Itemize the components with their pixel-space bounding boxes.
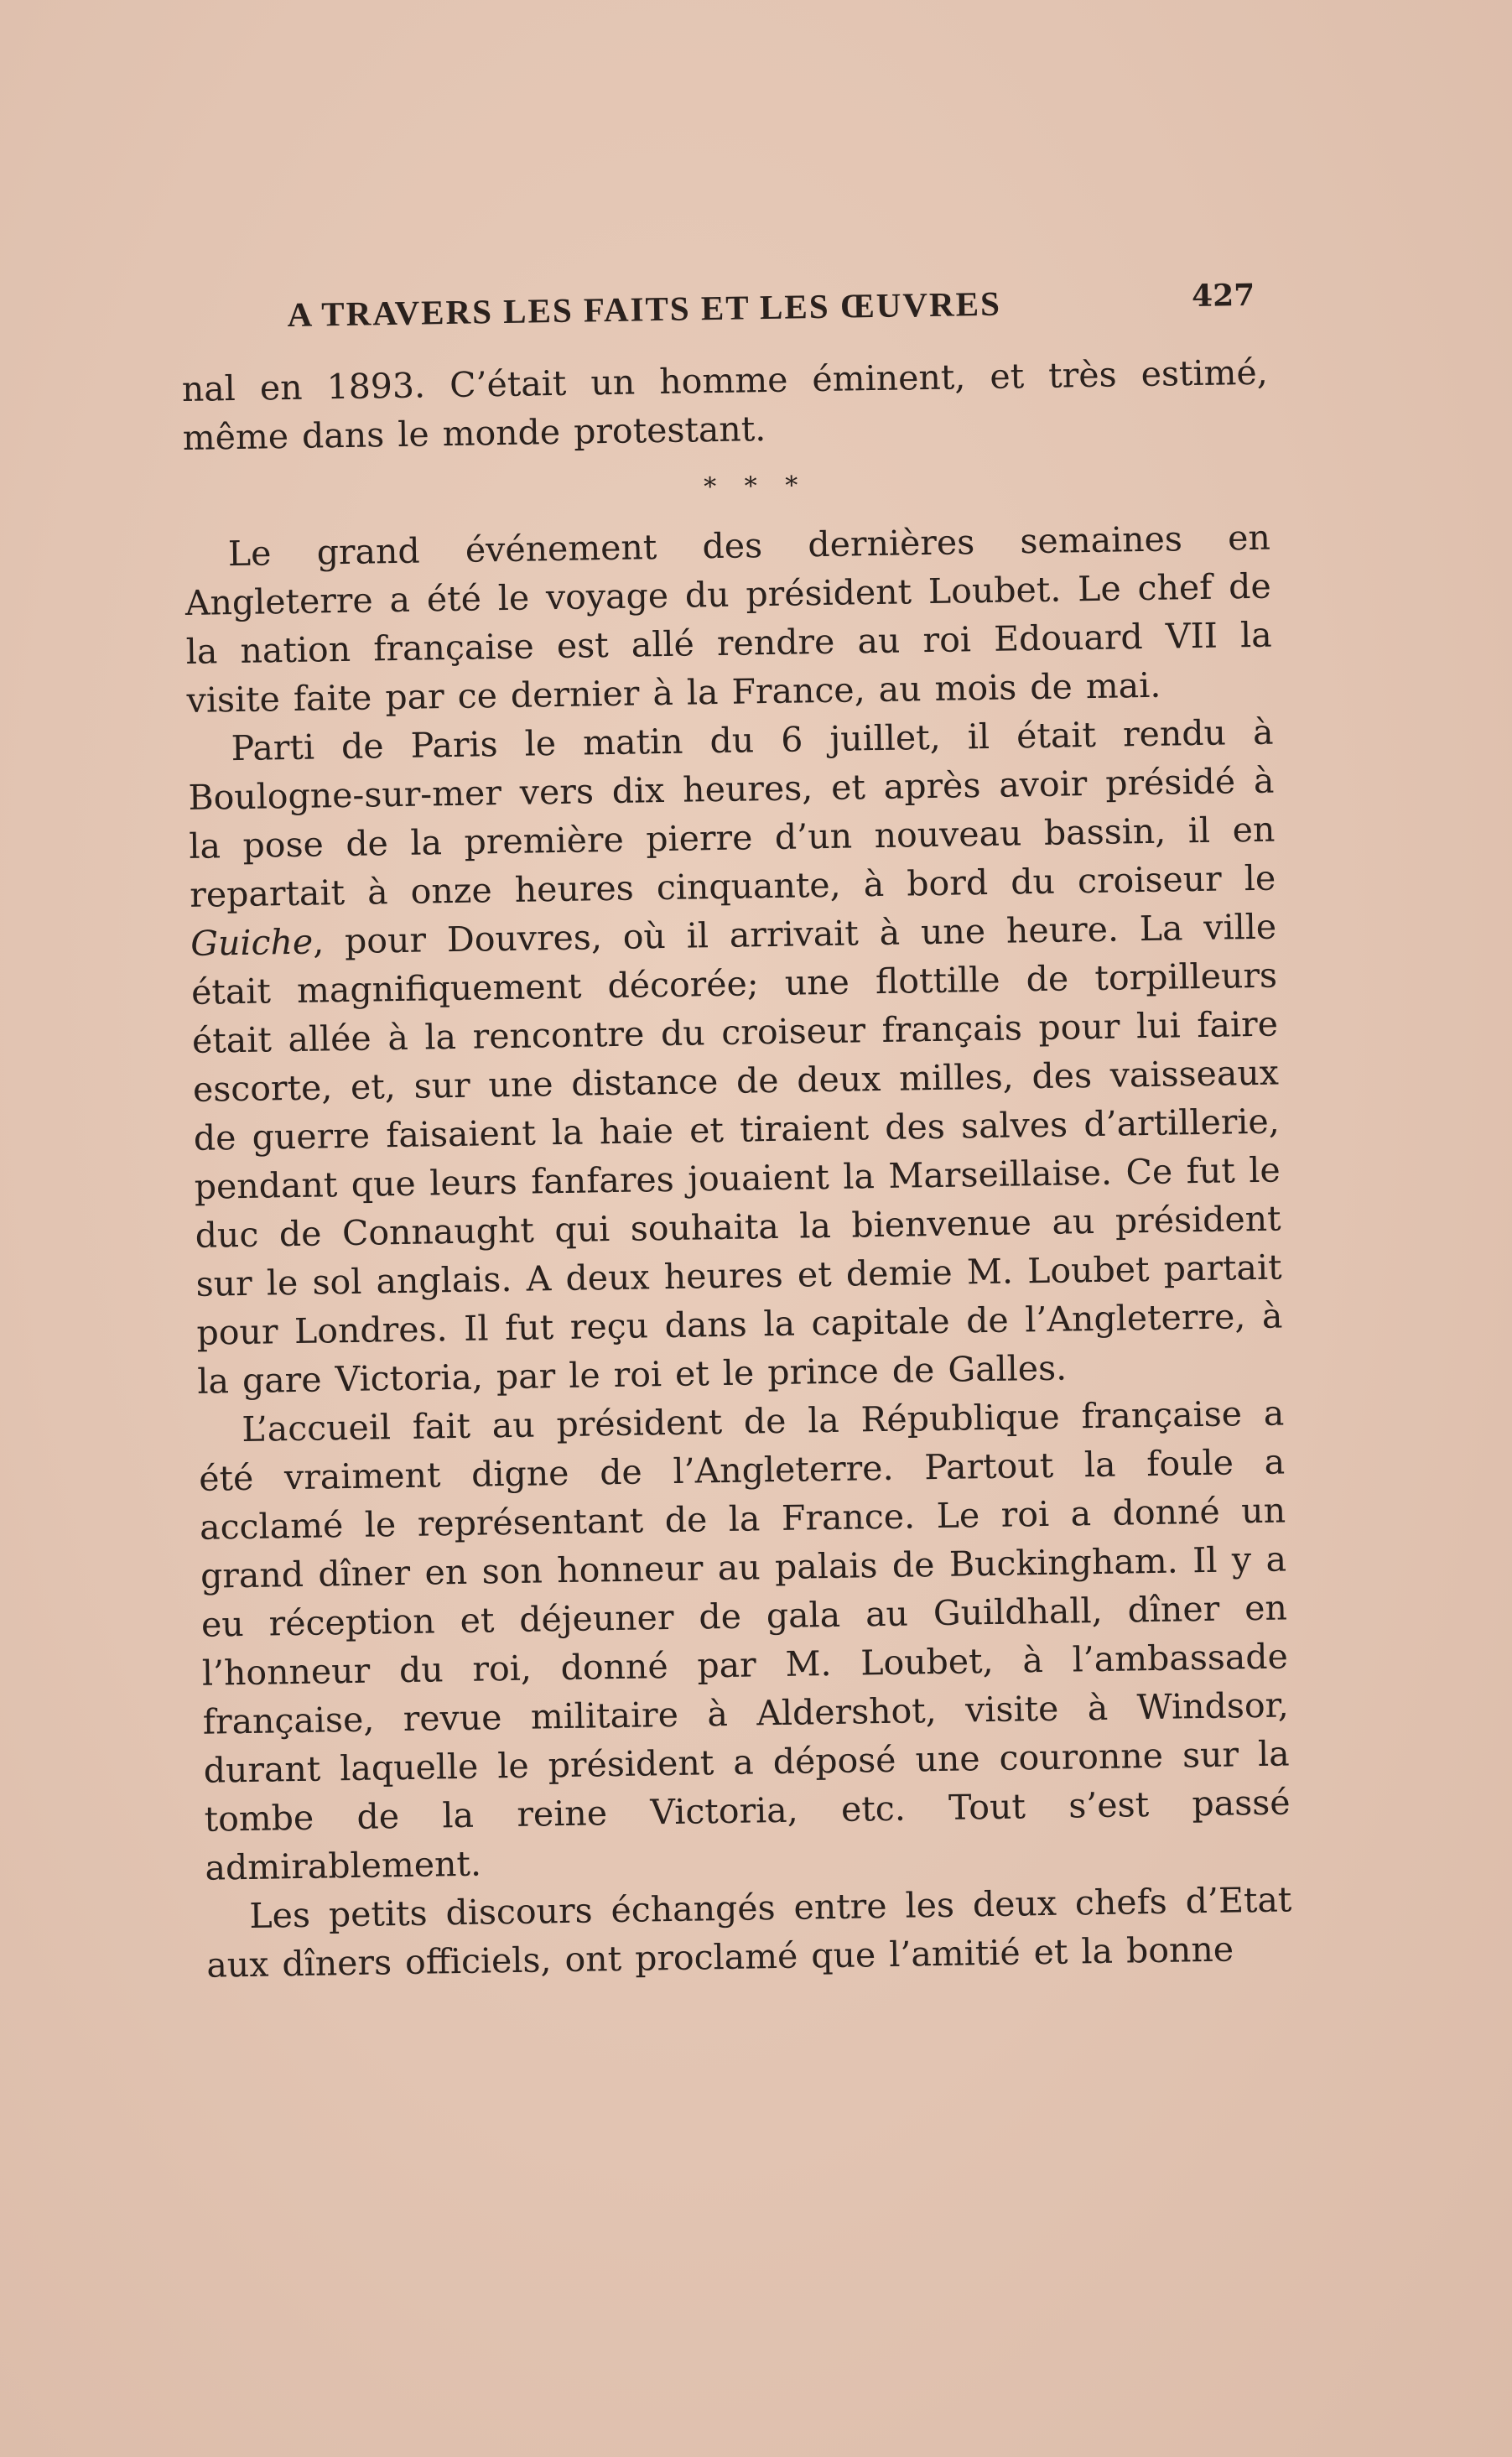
paragraph-itinerary-text-2: , pour Douvres, où il arrivait à une heure. La ville était magnifiquement décorée; une flottille de torpilleurs était allée à la rencontre du croiseur français pour lui faire escorte, et, sur une distance de deux milles, des vaisseaux de guerre faisaient la haie et tiraient des salves d’artillerie, pendant que leurs fanfares jouaient la Marseillaise. Ce fut le duc de Connaught qui souhaita la bienvenue au président sur le sol anglais. A deux heures et demie M. Loubet partait pour Londres. Il fut reçu dans la capitale de l’Angleterre, à la gare Victoria, par le roi et le prince de Galles. [190, 906, 1283, 1402]
ship-name: Guiche [190, 921, 314, 964]
running-head [180, 273, 1267, 340]
section-break-asterism: * * * [703, 471, 808, 502]
paragraph-speeches: Les petits discours échangés entre les deux chefs d’Etat aux dîners officiels, ont proclamé que l’amitié et la bonne [206, 1879, 1292, 1986]
text-block [180, 273, 1293, 1990]
paragraph-continuation: nal en 1893. C’était un homme éminent, et très estimé, même dans le monde protestant. [181, 351, 1269, 458]
paragraph-loubet-voyage: Le grand événement des dernières semaines en Angleterre a été le voyage du président Loubet. Le chef de la nation française est allé rendre au roi Edouard VII la visite faite par ce dernier à la France, au mois de mai. [184, 517, 1273, 721]
paragraph-reception: L’accueil fait au président de la République française a été vraiment digne de l’Angleterre. Partout la foule a acclamé le représentant de la France. Le roi a donné un grand dîner en son honneur au palais de Buckingham. Il y a eu réception et déjeuner de gala au Guildhall, dîner en l’honneur du roi, donné par M. Loubet, à l’ambassade française, revue militaire à Aldershot, visite à Windsor, durant laquelle le président a déposé une couronne sur la tombe de la reine Victoria, etc. Tout s’est passé admirablement. [198, 1392, 1291, 1888]
running-title: A TRAVERS LES FAITS ET LES ŒUVRES [287, 284, 1002, 334]
page-number: 427 [1191, 277, 1255, 315]
paragraph-itinerary [187, 708, 1284, 1406]
paragraph-itinerary-text-1: Parti de Paris le matin du 6 juillet, il était rendu à Boulogne-sur-mer vers dix heures, et après avoir présidé à la pose de la première pierre d’un nouveau bassin, il en repartait à onze heures cinquante, à bord du croiseur le [188, 711, 1276, 915]
